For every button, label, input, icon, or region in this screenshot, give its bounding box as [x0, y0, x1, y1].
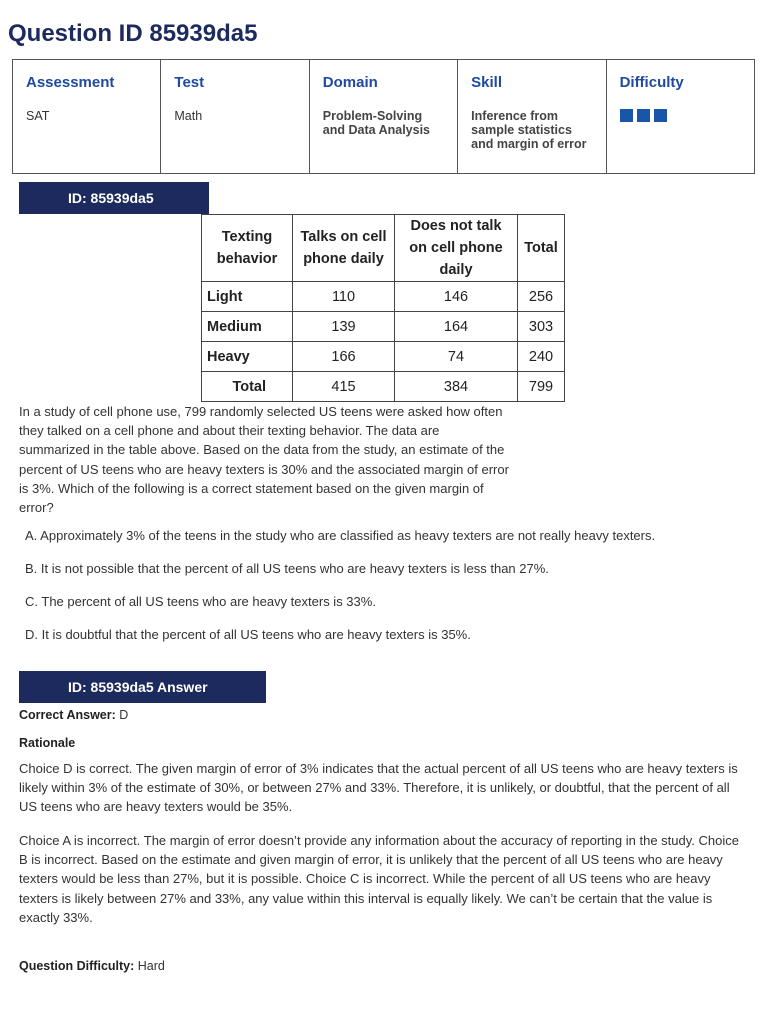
data-table: [201, 214, 565, 402]
correct-answer-value: D: [119, 708, 129, 722]
table-cell: 303: [518, 312, 565, 342]
difficulty-bar: [637, 109, 650, 122]
page-title: Question ID 85939da5: [8, 20, 258, 47]
table-row: [202, 282, 565, 312]
question-difficulty-label: Question Difficulty:: [19, 959, 135, 973]
rationale-heading: [19, 736, 75, 750]
difficulty-bar: [620, 109, 633, 122]
answer-id-banner: ID: 85939da5 Answer: [19, 671, 266, 703]
correct-answer-label: Correct Answer:: [19, 708, 116, 722]
question-difficulty: [19, 959, 165, 973]
table-row: [202, 372, 565, 402]
table-cell: 415: [293, 372, 395, 402]
difficulty-bars: [620, 109, 742, 122]
choice-b: B. It is not possible that the percent of all US teens who are heavy texters is less than 27%.: [25, 561, 549, 576]
difficulty-bar: [654, 109, 667, 122]
question-meta-table: [12, 59, 755, 174]
table-cell: 384: [395, 372, 518, 402]
table-cell: 146: [395, 282, 518, 312]
domain-label: Domain: [322, 74, 378, 91]
rationale-paragraph: Choice A is incorrect. The margin of error doesn’t provide any information about the accuracy of reporting in the study. Choice B is incorrect. Based on the estimate and given margin of error, it is unlikely that the percent of all US teens who are heavy texters would be less than 27%, but it is possible. Choice C is incorrect. While the percent of all US teens who are heavy texters is likely between 27% and 33%, any value within this interval is equally likely. We can’t be certain that the value is exactly 33%.: [19, 833, 739, 925]
table-row: [202, 342, 565, 372]
question-difficulty-value: Hard: [137, 959, 165, 973]
row-label: Total: [202, 372, 293, 402]
table-cell: 164: [395, 312, 518, 342]
table-cell: 110: [293, 282, 395, 312]
skill-cell: [458, 60, 606, 174]
rationale-paragraph: Choice D is correct. The given margin of error of 3% indicates that the actual percent of all US teens who are heavy texters is likely within 3% of the estimate of 30%, or between 27% and 33%. Therefore, it is unlikely, or doubtful, that the percent of all US teens who are heavy texters would be 35%.: [19, 761, 738, 815]
choice-a: A. Approximately 3% of the teens in the study who are classified as heavy texters are not really heavy texters.: [25, 528, 656, 543]
table-row: [202, 312, 565, 342]
table-header: Total: [518, 215, 565, 282]
question-id-banner: ID: 85939da5: [19, 182, 209, 214]
table-cell: 256: [518, 282, 565, 312]
table-header: Texting behavior: [202, 215, 293, 282]
choice-d: D. It is doubtful that the percent of all US teens who are heavy texters is 35%.: [25, 627, 471, 642]
difficulty-label: Difficulty: [619, 74, 684, 91]
table-header: Does not talk on cell phone daily: [395, 215, 518, 282]
table-cell: 799: [518, 372, 565, 402]
assessment-label: Assessment: [26, 74, 115, 91]
correct-answer: [19, 708, 128, 722]
table-header: Talks on cell phone daily: [293, 215, 395, 282]
row-label: Light: [202, 282, 293, 312]
table-cell: 240: [518, 342, 565, 372]
domain-cell: [309, 60, 457, 174]
skill-label: Skill: [471, 74, 503, 91]
table-cell: 166: [293, 342, 395, 372]
test-cell: [161, 60, 309, 174]
assessment-value: SAT: [26, 109, 50, 123]
rationale-label: Rationale: [19, 736, 76, 750]
row-label: Medium: [202, 312, 293, 342]
question-text: In a study of cell phone use, 799 randomly selected US teens were asked how often they talked on a cell phone and about their texting behavior. The data are summarized in the table above. Based on the data from the study, an estimate of the percent of US teens who are heavy texters is 30% and the associated margin of error is 3%. Which of the following is a correct statement based on the given margin of error?: [19, 404, 509, 516]
table-cell: 74: [395, 342, 518, 372]
assessment-cell: [13, 60, 161, 174]
test-value: Math: [174, 109, 203, 123]
choice-c: C. The percent of all US teens who are heavy texters is 33%.: [25, 594, 376, 609]
difficulty-cell: [606, 60, 754, 174]
domain-value: Problem-Solving and Data Analysis: [322, 109, 430, 137]
row-label: Heavy: [202, 342, 293, 372]
table-cell: 139: [293, 312, 395, 342]
test-label: Test: [174, 74, 205, 91]
answer-choices: [25, 528, 655, 660]
skill-value: Inference from sample statistics and margin of error: [471, 109, 587, 151]
